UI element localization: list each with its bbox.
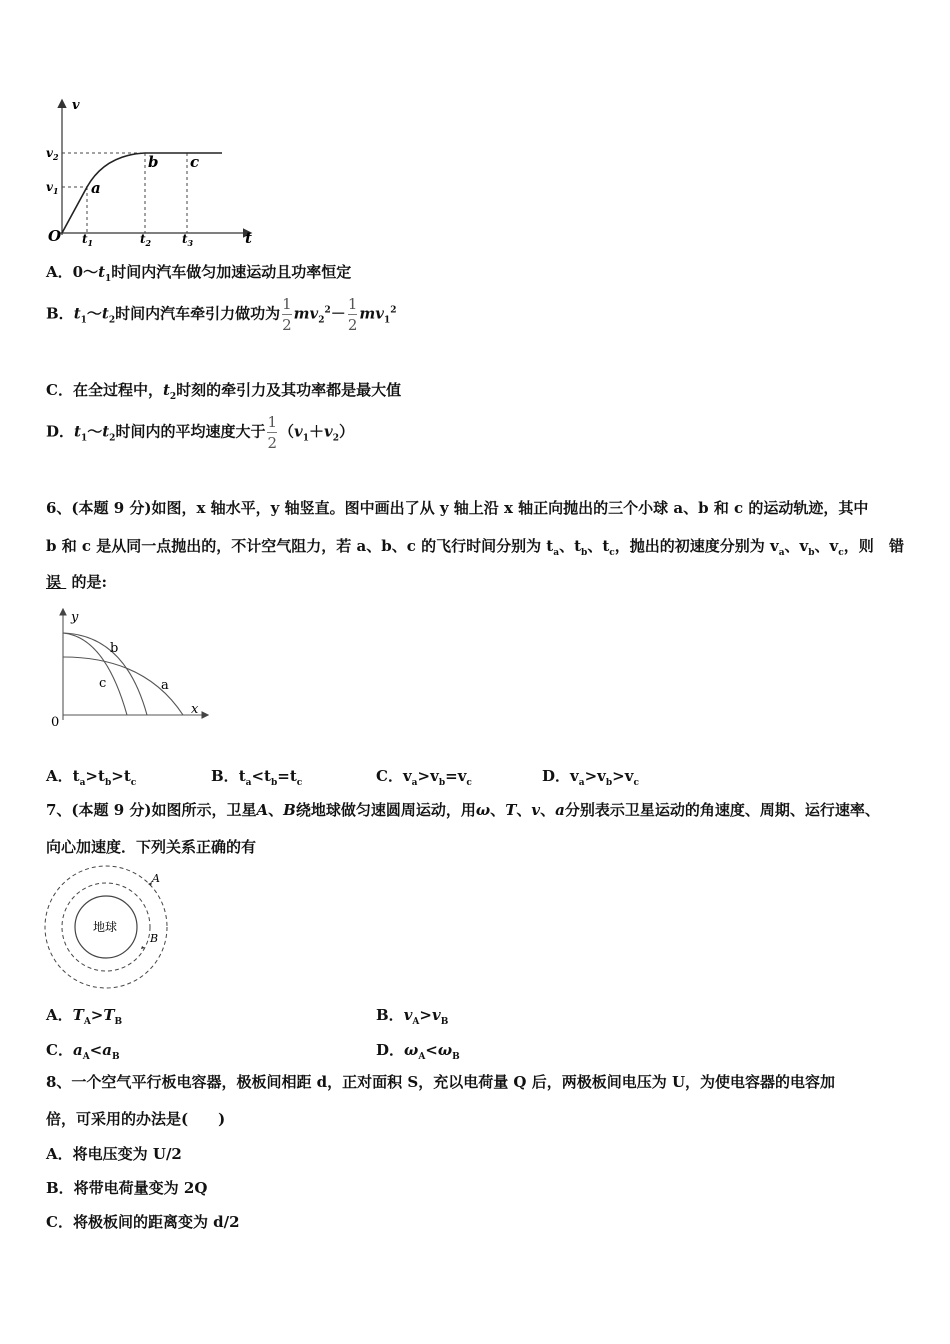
sym: v — [431, 1006, 441, 1024]
tilde: ～ — [87, 422, 103, 441]
q7-option-b[interactable] — [376, 1004, 448, 1027]
speed: v — [531, 801, 541, 819]
option-label: B． — [376, 1006, 404, 1024]
satellite-orbits-figure — [40, 864, 175, 994]
q8-line-1: 8、一个空气平行板电容器，极板间相距 d，正对面积 S，充以电荷量 Q 后，两极板间电压为 U，为使电容器的电容加 — [46, 1073, 836, 1091]
sym: ω — [404, 1041, 419, 1059]
accel: a — [555, 801, 565, 819]
sub: c — [130, 778, 137, 788]
q6-option-a[interactable] — [46, 765, 136, 788]
sym: v — [597, 767, 606, 785]
option-label: D． — [542, 767, 571, 785]
t1-label: $t_1$ — [82, 232, 94, 248]
q6-line-1: 6、(本题 9 分)如图，x 轴水平，y 轴竖直。图中画出了从 y 轴上沿 x 轴正向抛出的三个小球 a、b 和 c 的运动轨迹，其中 — [46, 499, 869, 517]
rel: < — [89, 1041, 103, 1059]
v-axis-label: v — [72, 98, 80, 113]
text: 分别表示卫星运动的角速度、周期、运行速率、 — [564, 801, 880, 819]
rel: > — [417, 767, 431, 785]
text: 的是: — [71, 573, 108, 591]
curve-a-label: a — [161, 678, 169, 693]
sub: b — [605, 778, 613, 788]
sym: t — [238, 767, 246, 785]
option-text: 0～ — [72, 263, 99, 281]
t-symbol: t — [74, 422, 81, 441]
q6-line-3 — [46, 571, 107, 592]
q5-option-d[interactable] — [46, 412, 354, 453]
q7-option-a[interactable] — [46, 1004, 122, 1027]
t-subscript: 1 — [80, 315, 87, 326]
rel: > — [612, 767, 625, 785]
v1-label: $v_1$ — [46, 180, 59, 196]
plus: ＋ — [309, 422, 325, 441]
q6-option-d[interactable] — [542, 765, 639, 788]
sub: A — [412, 1017, 420, 1027]
t-symbol: t — [73, 304, 81, 323]
option-label: A． — [46, 263, 73, 281]
option-text: 时刻的牵引力及其功率都是最大值 — [176, 381, 402, 399]
sub: a — [578, 778, 585, 788]
satellite-a-label: A — [152, 872, 160, 885]
option-label: B． — [46, 304, 74, 323]
projectile-trajectories-figure — [45, 605, 215, 730]
mv-term: mv — [293, 304, 319, 323]
option-label: C． — [46, 1041, 73, 1059]
option-text: 在全过程中， — [72, 381, 163, 399]
t3-label: $t_3$ — [182, 232, 194, 248]
trajectory-b — [63, 633, 147, 715]
emphasis-wrong: 误 — [46, 573, 62, 591]
rel: > — [111, 767, 124, 785]
curve-c-label: c — [99, 676, 107, 691]
curve-b-label: b — [110, 641, 119, 656]
sub: B — [114, 1017, 123, 1027]
sub: A — [83, 1017, 91, 1027]
t-subscript: 2 — [169, 392, 177, 402]
q7-line-1: 7、(本题 9 分)如图所示，卫星A、B绕地球做匀速圆周运动，用ω、T、v、a分别表示卫星运动的角速度、周期、运行速率、 — [46, 801, 880, 819]
sym: T — [72, 1006, 84, 1024]
origin-label: 0 — [51, 715, 60, 730]
t2-label: $t_2$ — [140, 232, 152, 248]
tilde: ～ — [86, 304, 102, 323]
v-symbol: v — [324, 422, 333, 441]
q6-wrong-1: 错 — [889, 537, 905, 555]
sup: 2 — [390, 305, 397, 316]
q6-option-c[interactable] — [376, 765, 472, 788]
option-label: A． — [46, 767, 73, 785]
q5-option-b[interactable] — [46, 294, 396, 335]
sub: 2 — [109, 433, 116, 444]
sub: B — [111, 1052, 120, 1062]
sub: c — [466, 778, 472, 788]
sub: b — [438, 778, 446, 788]
t-axis-label: t — [245, 229, 252, 247]
q7-line-2: 向心加速度．下列关系正确的有 — [46, 838, 257, 856]
point-b-label: b — [148, 153, 159, 171]
fraction-half: $\frac{1}{2}$ — [282, 295, 292, 334]
rel: = — [277, 767, 290, 785]
option-text: 时间内汽车牵引力做功为 — [115, 304, 281, 323]
paren: （ — [279, 422, 295, 441]
sub: a — [79, 778, 86, 788]
option-label: D． — [46, 422, 75, 441]
minus: － — [330, 304, 346, 323]
y-label: y — [71, 610, 79, 625]
velocity-time-graph — [40, 95, 270, 250]
rel: < — [425, 1041, 438, 1059]
sym: v — [624, 767, 634, 785]
t-subscript: 1 — [105, 274, 112, 284]
sym: v — [457, 767, 467, 785]
sym: ω — [437, 1041, 453, 1059]
sym: t — [123, 767, 131, 785]
sym: v — [570, 767, 579, 785]
text: b 和 c 是从同一点抛出的，不计空气阻力，若 a、b、c 的飞行时间分别为 t — [46, 537, 554, 555]
v-symbol: v — [294, 422, 303, 441]
sub: 1 — [383, 315, 391, 326]
option-label: B． — [211, 767, 239, 785]
t-subscript: 2 — [108, 315, 116, 326]
sub: a — [245, 778, 252, 788]
sym: t — [264, 767, 271, 785]
t-symbol: t — [162, 381, 170, 399]
sub: B — [440, 1017, 449, 1027]
sub: B — [452, 1052, 460, 1062]
q8-option-c[interactable]: C．将极板间的距离变为 d/2 — [46, 1213, 240, 1231]
omega: ω — [475, 801, 491, 819]
mv-term: mv — [359, 304, 384, 323]
sym: a — [102, 1041, 112, 1059]
text: ，则 — [843, 537, 874, 555]
rel: > — [584, 767, 598, 785]
rel: > — [90, 1006, 104, 1024]
sym: t — [72, 767, 80, 785]
sym: v — [402, 767, 412, 785]
sat-a: A — [256, 801, 269, 819]
sub: 2 — [332, 433, 339, 444]
q8-line-2: 倍，可采用的办法是( ) — [46, 1110, 226, 1128]
point-c-label: c — [190, 153, 200, 171]
q8-option-a[interactable]: A．将电压变为 U/2 — [46, 1145, 182, 1163]
sub: 1 — [302, 433, 309, 444]
option-label: D． — [376, 1041, 405, 1059]
sub: 2 — [318, 315, 325, 326]
x-label: x — [191, 702, 199, 717]
sat-b: B — [283, 801, 296, 819]
q8-option-b[interactable]: B．将带电荷量变为 2Q — [46, 1179, 208, 1197]
sub: 1 — [80, 433, 88, 444]
sub: b — [270, 778, 278, 788]
sup: 2 — [324, 305, 331, 316]
sym: T — [103, 1006, 115, 1024]
text: 绕地球做匀速圆周运动，用 — [295, 801, 476, 819]
q5-option-a[interactable] — [46, 261, 351, 284]
paren: ） — [339, 422, 355, 441]
sub: a — [411, 778, 418, 788]
text: 7、(本题 9 分)如图所示，卫星 — [46, 801, 257, 819]
sep: 、 — [268, 801, 284, 819]
rel: = — [445, 767, 458, 785]
earth-label: 地球 — [93, 920, 118, 934]
t-symbol: t — [102, 422, 110, 441]
option-label: C． — [376, 767, 403, 785]
rel: > — [85, 767, 98, 785]
sub: c — [296, 778, 303, 788]
sym: v — [430, 767, 439, 785]
sub: A — [82, 1052, 90, 1062]
q6-line-2: b 和 c 是从同一点抛出的，不计空气阻力，若 a、b、c 的飞行时间分别为 $t_a$、$t_b$、$t_c$，抛出的初速度分别为 $v_a$、$v_b$、$v_c$，则 — [46, 537, 874, 558]
rel: > — [419, 1006, 432, 1024]
satellite-b-label: B — [150, 932, 159, 945]
point-a-label: a — [91, 179, 101, 197]
v2-label: $v_2$ — [46, 146, 59, 162]
sym: t — [289, 767, 297, 785]
rel: < — [251, 767, 265, 785]
option-text: 时间内的平均速度大于 — [115, 422, 266, 441]
fraction-half: $\frac{1}{2}$ — [347, 295, 358, 334]
period: T — [505, 801, 517, 819]
sub: A — [418, 1052, 426, 1062]
q7-option-d[interactable] — [376, 1039, 460, 1062]
option-label: A． — [46, 1006, 73, 1024]
q7-option-c[interactable] — [46, 1039, 120, 1062]
sub: b — [104, 778, 112, 788]
fraction-half: $\frac{1}{2}$ — [267, 413, 277, 452]
q6-option-b[interactable] — [211, 765, 302, 788]
option-text: 时间内汽车做匀加速运动且功率恒定 — [111, 263, 352, 281]
option-label: C． — [46, 381, 73, 399]
sym: v — [403, 1006, 413, 1024]
sym: t — [98, 767, 105, 785]
t-symbol: t — [98, 263, 106, 281]
q5-option-c[interactable] — [46, 379, 401, 402]
t-symbol: t — [101, 304, 109, 323]
sub: c — [633, 778, 639, 788]
origin-label: O — [48, 227, 62, 245]
sym: a — [72, 1041, 83, 1059]
text: ，抛出的初速度分别为 v — [614, 537, 779, 555]
